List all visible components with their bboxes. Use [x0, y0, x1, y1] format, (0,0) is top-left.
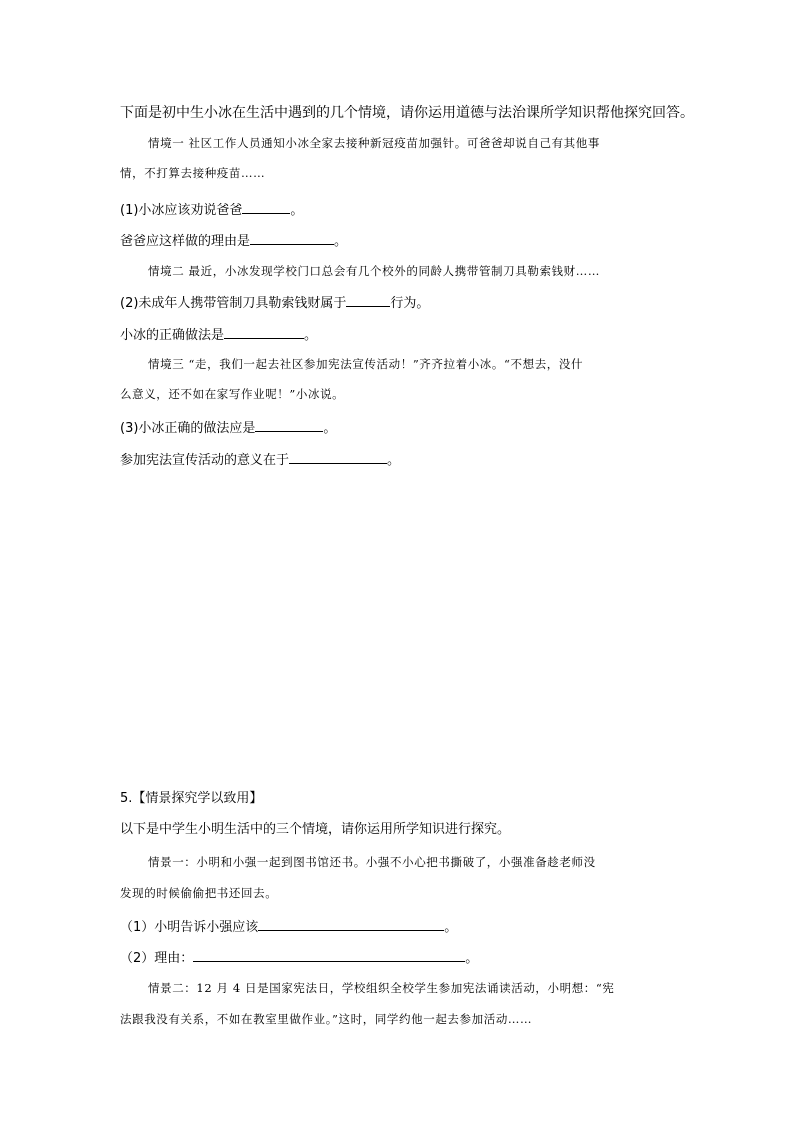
question-2-right	[120, 324, 317, 345]
question-2	[120, 292, 429, 313]
question-3-suffix: 。	[323, 421, 337, 436]
question-2-suffix: 行为。	[390, 296, 430, 311]
answer-blank-1[interactable]	[242, 199, 290, 214]
scene-1-line-1: 情境一 社区工作人员通知小冰全家去接种新冠疫苗加强针。可爸爸却说自己有其他事	[148, 136, 600, 150]
answer-blank-2[interactable]	[346, 292, 390, 307]
scene-1-line-2: 情，不打算去接种疫苗……	[120, 166, 266, 180]
question-3	[120, 417, 336, 438]
section-5-scene-2-line-2: 法跟我没有关系，不如在教室里做作业。”这时，同学约他一起去参加活动……	[120, 1012, 533, 1026]
question-3-meaning-prefix: 参加宪法宣传活动的意义在于	[120, 453, 290, 468]
answer-blank-3[interactable]	[255, 417, 323, 432]
scene-2-line-1: 情境二 最近，小冰发现学校门口总会有几个校外的同龄人携带管制刀具勒索钱财……	[148, 264, 600, 278]
section-5-scene-1-line-2: 发现的时候偷偷把书还回去。	[120, 886, 278, 900]
answer-blank-3-meaning[interactable]	[289, 449, 387, 464]
question-1-prefix: (1)小冰应该劝说爸爸	[120, 203, 243, 218]
section-5-answer-blank-2[interactable]	[193, 947, 465, 962]
question-1	[120, 199, 303, 220]
section-5-heading: 5.【情景探究学以致用】	[120, 791, 263, 806]
scene-3-line-2: 么意义，还不如在家写作业呢！”小冰说。	[120, 387, 345, 401]
section-5-question-2-prefix: （2）理由：	[120, 951, 194, 966]
section-5-intro: 以下是中学生小明生活中的三个情境，请你运用所学知识进行探究。	[120, 822, 511, 837]
question-3-meaning	[120, 449, 400, 470]
question-1-reason	[120, 230, 347, 251]
section-5-question-2	[120, 947, 478, 968]
answer-blank-2-right[interactable]	[224, 324, 304, 339]
section-5-scene-1-line-1: 情景一：小明和小强一起到图书馆还书。小强不小心把书撕破了，小强准备趁老师没	[148, 855, 596, 869]
scene-3-line-1: 情境三 “走，我们一起去社区参加宪法宣传活动！”齐齐拉着小冰。“不想去，没什	[148, 357, 584, 371]
question-1-reason-suffix: 。	[334, 234, 348, 249]
section-5-question-2-suffix: 。	[465, 951, 479, 966]
question-2-prefix: (2)未成年人携带管制刀具勒索钱财属于	[120, 296, 347, 311]
section-5-scene-2-line-1: 情景二：12 月 4 日是国家宪法日，学校组织全校学生参加宪法诵读活动，小明想：“宪	[148, 981, 615, 995]
section-5-answer-blank-1[interactable]	[258, 916, 444, 931]
answer-blank-1-reason[interactable]	[250, 230, 334, 245]
intro-text: 下面是初中生小冰在生活中遇到的几个情境，请你运用道德与法治课所学知识帮他探究回答。	[120, 105, 694, 121]
question-3-meaning-suffix: 。	[387, 453, 401, 468]
question-2-right-prefix: 小冰的正确做法是	[120, 328, 225, 343]
section-5-question-1-suffix: 。	[444, 920, 458, 935]
question-1-suffix: 。	[290, 203, 304, 218]
question-1-reason-prefix: 爸爸应这样做的理由是	[120, 234, 251, 249]
question-3-prefix: (3)小冰正确的做法应是	[120, 421, 256, 436]
question-2-right-suffix: 。	[304, 328, 318, 343]
section-5-question-1	[120, 916, 457, 937]
section-5-question-1-prefix: （1）小明告诉小强应该	[120, 920, 259, 935]
